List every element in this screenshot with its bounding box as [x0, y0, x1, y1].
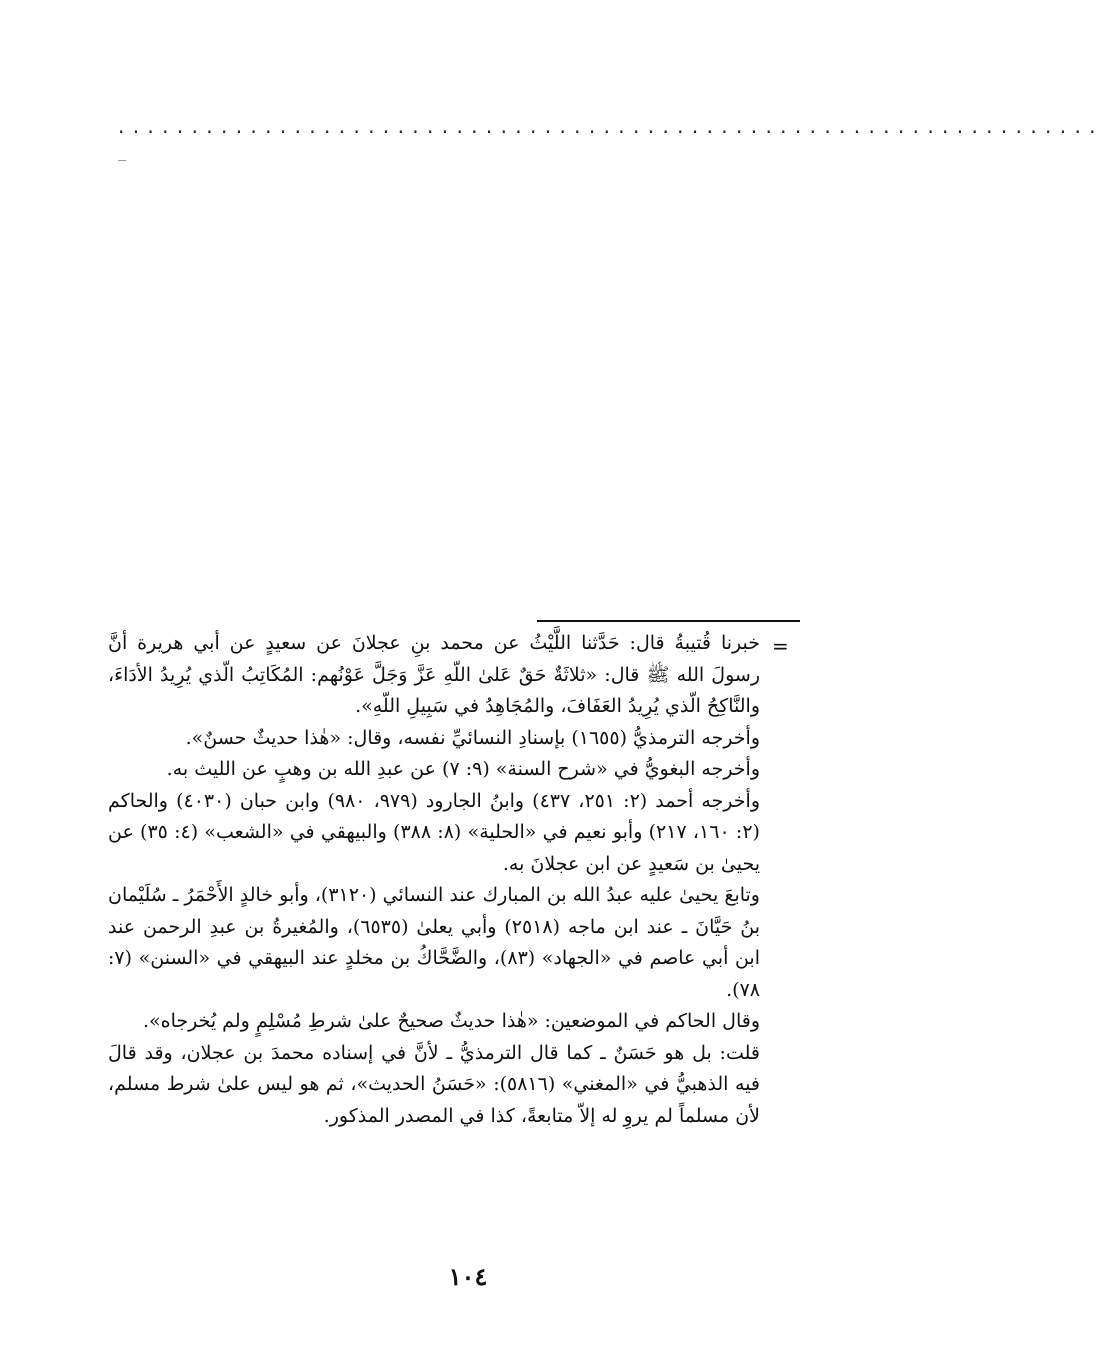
- footnote-paragraph: وأخرجه البغويُّ في «شرح السنة» (٩: ٧) عن عبدِ الله بن وهبٍ عن الليث به.: [166, 758, 760, 780]
- footnote-rule: [537, 620, 800, 622]
- footnote-paragraph: وتابعَ يحيىٰ عليه عبدُ الله بن المبارك عند النسائي (٣١٢٠)، وأبو خالدٍ الأَحْمَرُ ـ سُلَيْمان بنُ حَيَّانَ ـ عند ابن ماجه (٢٥١٨) وأبي يعلىٰ (٦٥٣٥)، والمُغيرةُ بن عبدِ الرحمن عند ابن أبي عاصم في «الجهاد» (٨٣)، والضَّحَّاكُ بن مخلدٍ عند البيهقي في «السنن» (٧: ٧٨).: [108, 884, 761, 1001]
- margin-tick: [118, 160, 126, 161]
- footnote-continuation-mark: =: [772, 634, 789, 658]
- footnote-paragraph: وأخرجه أحمد (٢: ٢٥١، ٤٣٧) وابنُ الجارود (٩٧٩، ٩٨٠) وابن حبان (٤٠٣٠) والحاكم (٢: ١٦٠، ٢١٧) وأبو نعيم في «الحلية» (٨: ٣٨٨) والبيهقي في «الشعب» (٤: ٣٥) عن يحيىٰ بن سَعيدٍ عن ابن عجلانَ به.: [108, 789, 760, 875]
- footnote-paragraph: خبرنا قُتيبةُ قال: حَدَّثنا اللَّيْثُ عن محمد بنِ عجلانَ عن سعيدٍ عن أبي هريرة أنَّ رسولَ الله ﷺ قال: «ثلاثَةٌ حَقٌ عَلىٰ اللّهِ عَزَّ وَجَلَّ عَوْنُهم: المُكَاتِبُ الّذي يُرِيدُ الأدَاءَ، والنَّاكِحُ الّذي يُرِيدُ العَفَافَ، والمُجَاهِدُ في سَبِيلِ اللّهِ».: [108, 632, 760, 717]
- footnotes-block: [108, 628, 808, 1132]
- footnote-paragraph: وأخرجه الترمذيُّ (١٦٥٥) بإسنادِ النسائيِّ نفسه، وقال: «هٰذا حديثٌ حسنٌ».: [185, 726, 760, 749]
- footnote-paragraph: قلت: بل هو حَسَنٌ ـ كما قال الترمذيُّ ـ لأنَّ في إسناده محمدَ بن عجلان، وقد قالَ فيه الذهبيُّ في «المغني» (٥٨١٦): «حَسَنُ الحديث»، ثم هو ليس علىٰ شرط مسلم، لأن مسلماً لم يروِ له إلاّ متابعةً، كذا في المصدر المذكور.: [108, 1041, 760, 1127]
- section-separator-dots: . . . . . . . . . . . . . . . . . . . . . . . . . . . . . . . . . . . . . . . . . . . . . . . . . . . . . . . . . . . . . . . . . . .: [118, 114, 1097, 138]
- footnote-paragraph: وقال الحاكم في الموضعين: «هٰذا حديثٌ صحيحٌ علىٰ شرطِ مُسْلِمٍ ولم يُخرجاه».: [142, 1010, 760, 1032]
- page-number: ١٠٤: [448, 1262, 488, 1291]
